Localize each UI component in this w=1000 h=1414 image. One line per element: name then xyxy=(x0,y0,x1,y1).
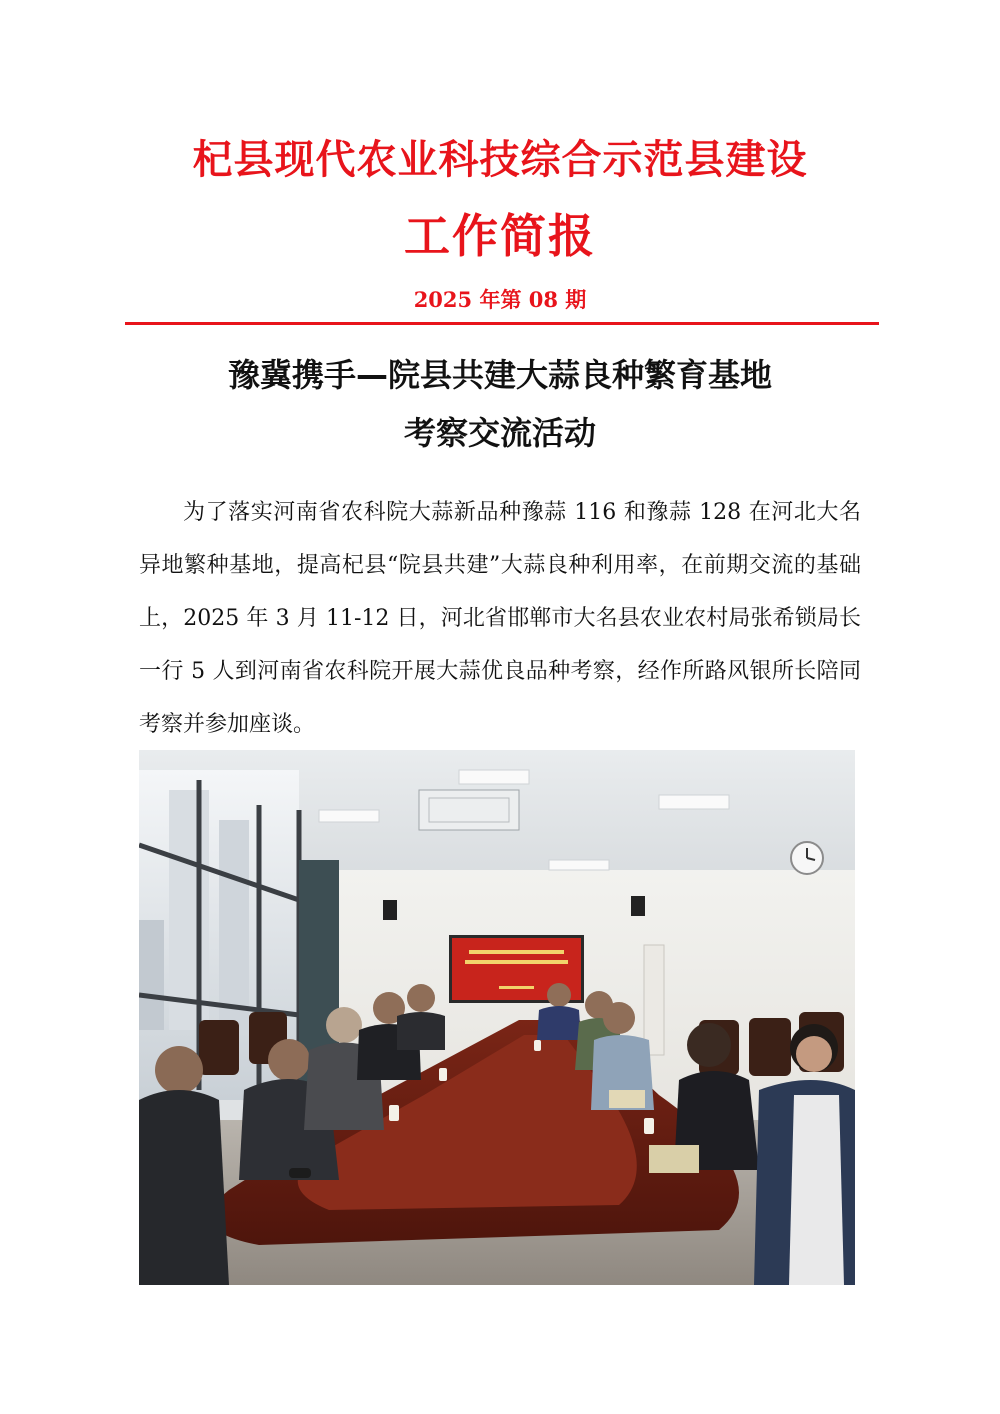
meeting-photo xyxy=(139,750,855,1285)
article-headline-continued: 考察交流活动 xyxy=(403,414,596,452)
article-headline: 豫冀携手—院县共建大蒜良种繁育基地 xyxy=(227,356,772,394)
article-paragraph: 为了落实河南省农科院大蒜新品种豫蒜 116 和豫蒜 128 在河北大名异地繁种基地，提高杞县“院县共建”大蒜良种利用率，在前期交流的基础上，2025 年 3 月 11-12 日，河北省邯郸市大名县农业农村局张希锁局长一行 5 人到河南省农科院开展大蒜优良品种考察，经作所路风银所长陪同考察并参加座谈。 xyxy=(139,500,861,737)
masthead-subtitle: 工作简报 xyxy=(404,209,596,263)
issue-number: 2025 年第 08 期 xyxy=(413,287,587,312)
masthead-divider xyxy=(125,322,879,325)
masthead-title: 杞县现代农业科技综合示范县建设 xyxy=(192,137,808,183)
